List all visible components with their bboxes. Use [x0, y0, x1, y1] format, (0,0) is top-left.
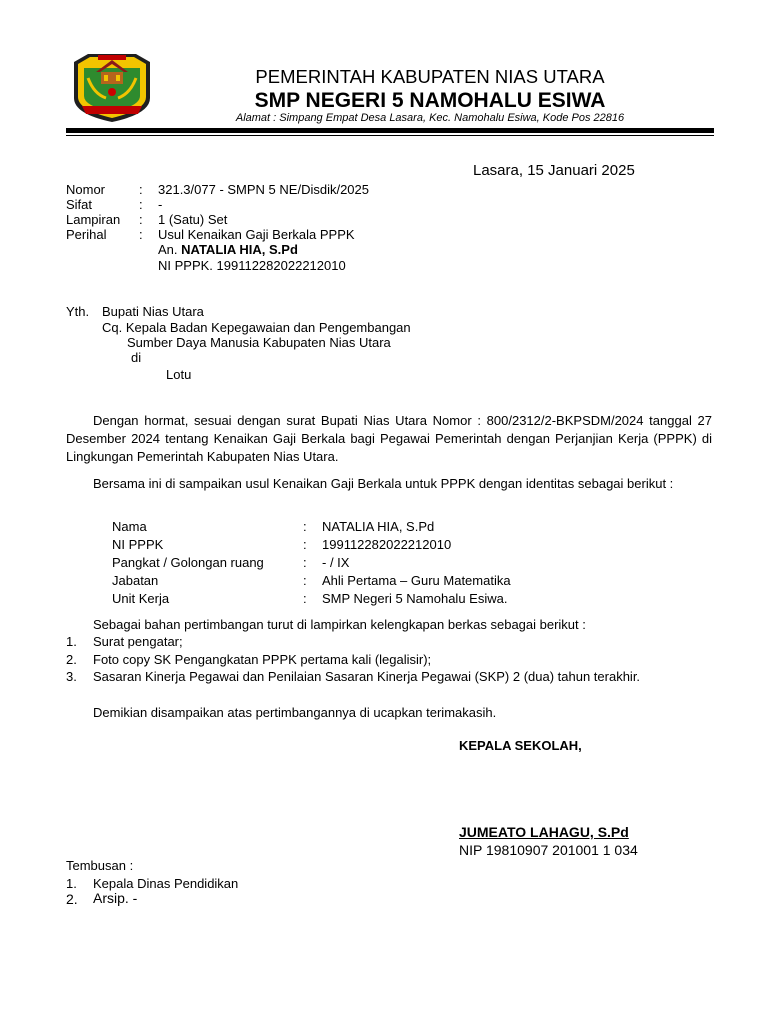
recipient-di: di: [131, 350, 142, 365]
signature-name: JUMEATO LAHAGU, S.Pd: [459, 824, 629, 840]
identity-value: Ahli Pertama – Guru Matematika: [322, 573, 511, 588]
perihal-nippk: NI PPPK. 199112282022212010: [158, 258, 346, 273]
identity-colon: :: [303, 519, 307, 534]
recipient-yth: Yth.: [66, 304, 90, 319]
recipient-name: Bupati Nias Utara: [102, 304, 204, 319]
government-name: PEMERINTAH KABUPATEN NIAS UTARA: [255, 66, 605, 87]
body-paragraph-1: Dengan hormat, sesuai dengan surat Bupati Nias Utara Nomor : 800/2312/2-BKPSDM/2024 tanggal 27 Desember 2024 tentang Kenaikan Gaji Berkala bagi Pegawai Pemerintah dengan Perjanjian Kerja (PPPK) di Lingkungan Pemerintah Kabupaten Nias Utara.: [66, 413, 712, 464]
signature-nip: NIP 19810907 201001 1 034: [459, 842, 638, 858]
recipient-place: Lotu: [166, 367, 192, 382]
perihal-an: [158, 242, 298, 257]
tembusan-number: 2.: [66, 891, 78, 907]
attachment-item: Sasaran Kinerja Pegawai dan Penilaian Sasaran Kinerja Pegawai (SKP) 2 (dua) tahun terakhir.: [93, 669, 641, 684]
meta-label-sifat: Sifat: [66, 197, 93, 212]
attachment-item: Foto copy SK Pengangkatan PPPK pertama kali (legalisir);: [93, 652, 432, 667]
meta-label-lampiran: Lampiran: [66, 212, 121, 227]
closing-sentence: Demikian disampaikan atas pertimbangannya di ucapkan terimakasih.: [93, 705, 497, 720]
attachment-number: 1.: [66, 634, 77, 649]
school-name: SMP NEGERI 5 NAMOHALU ESIWA: [254, 89, 606, 112]
recipient-cq-line2: Sumber Daya Manusia Kabupaten Nias Utara: [127, 335, 391, 350]
identity-label: NI PPPK: [112, 537, 164, 552]
letter-date: Lasara, 15 Januari 2025: [473, 162, 635, 179]
identity-label: Unit Kerja: [112, 591, 170, 606]
signature-title: KEPALA SEKOLAH,: [459, 738, 582, 753]
header-rule-thick: [66, 128, 714, 133]
identity-value: - / IX: [322, 555, 350, 570]
recipient-cq-line1: Cq. Kepala Badan Kepegawaian dan Pengembangan: [102, 320, 411, 335]
school-address: Alamat : Simpang Empat Desa Lasara, Kec. Namohalu Esiwa, Kode Pos 22816: [235, 112, 625, 124]
identity-value: NATALIA HIA, S.Pd: [322, 519, 435, 534]
tembusan-title: Tembusan :: [66, 858, 134, 873]
tembusan-item: Kepala Dinas Pendidikan: [93, 876, 239, 891]
identity-label: Jabatan: [112, 573, 159, 588]
attachment-number: 3.: [66, 669, 77, 684]
meta-value-nomor: 321.3/077 - SMPN 5 NE/Disdik/2025: [158, 182, 369, 197]
tembusan-item: Arsip. -: [93, 890, 138, 906]
body-paragraph-3: Sebagai bahan pertimbangan turut di lampirkan kelengkapan berkas sebagai berikut :: [93, 617, 586, 632]
body-paragraph-2: Bersama ini di sampaikan usul Kenaikan Gaji Berkala untuk PPPK dengan identitas sebagai berikut :: [93, 476, 674, 491]
regency-logo: [68, 48, 156, 124]
header-rule-thin: [66, 135, 714, 136]
meta-label-nomor: Nomor: [66, 182, 106, 197]
identity-value: SMP Negeri 5 Namohalu Esiwa.: [322, 591, 508, 606]
meta-value-perihal: Usul Kenaikan Gaji Berkala PPPK: [158, 227, 355, 242]
tembusan-number: 1.: [66, 876, 77, 891]
identity-colon: :: [303, 537, 307, 552]
identity-colon: :: [303, 591, 307, 606]
attachment-number: 2.: [66, 652, 77, 667]
meta-colon: :: [139, 182, 143, 197]
perihal-an-prefix: An.: [158, 242, 178, 257]
identity-colon: :: [303, 573, 307, 588]
identity-label: Nama: [112, 519, 147, 534]
meta-colon: :: [139, 212, 143, 227]
meta-value-sifat: -: [158, 197, 163, 212]
meta-colon: :: [139, 197, 143, 212]
attachment-item: Surat pengatar;: [93, 634, 183, 649]
meta-value-lampiran: 1 (Satu) Set: [158, 212, 228, 227]
identity-value: 199112282022212010: [322, 537, 452, 552]
perihal-an-name: NATALIA HIA, S.Pd: [181, 242, 298, 257]
meta-label-perihal: Perihal: [66, 227, 107, 242]
identity-label: Pangkat / Golongan ruang: [112, 555, 264, 570]
meta-colon: :: [139, 227, 143, 242]
identity-colon: :: [303, 555, 307, 570]
